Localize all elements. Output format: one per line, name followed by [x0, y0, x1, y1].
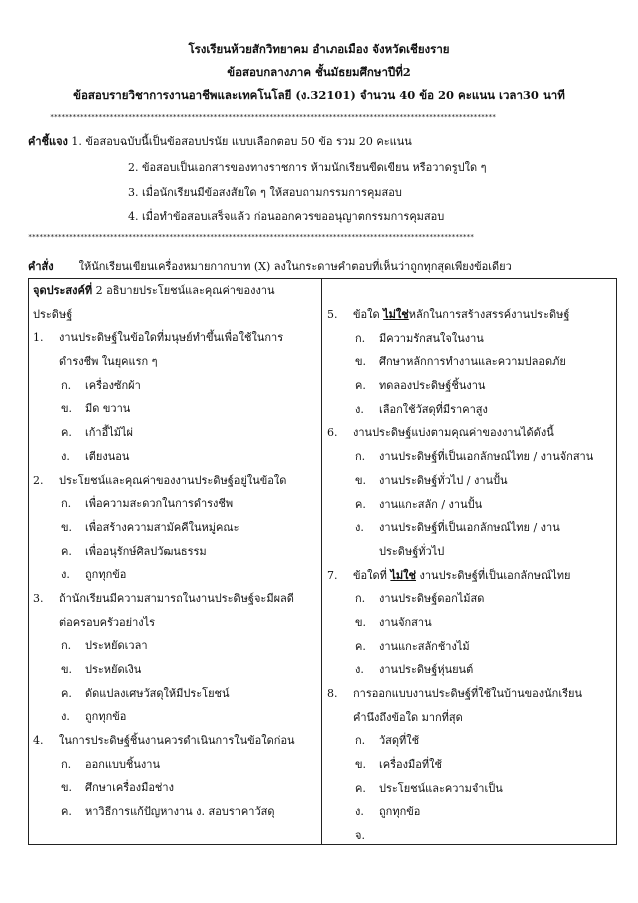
question-text-pre: ข้อใดที่: [353, 568, 391, 582]
choice-letter: ข.: [355, 355, 367, 369]
objective-text: [33, 279, 275, 303]
objective-text-2: ประดิษฐ์: [33, 307, 73, 321]
separator-top: ************************************************************************************************************************: [50, 113, 496, 121]
choice-item: [325, 350, 615, 374]
question-number: 5.: [327, 308, 338, 321]
choice-item: [31, 492, 319, 516]
question-text-pre: การออกแบบงานประดิษฐ์ที่ใช้ในบ้านของนักเรียน: [353, 687, 582, 700]
question-number: 3.: [33, 591, 44, 605]
choice-item: [31, 540, 319, 564]
choice-letter: ข.: [355, 758, 367, 772]
choice-text: ประโยชน์และความจำเป็น: [379, 781, 503, 795]
choice-item: [325, 611, 615, 635]
objective-line-2: [31, 303, 319, 327]
choice-text: เครื่องซักผ้า: [85, 378, 141, 392]
question-continuation: [325, 706, 615, 730]
question-text: ดำรงชีพ ในยุคแรก ๆ: [59, 355, 158, 369]
question-3-line: [31, 611, 319, 635]
choice-text: งานแกะสลัก / งานปั้น: [379, 497, 483, 511]
choice-item: [325, 729, 615, 753]
choice-letter: ง.: [61, 449, 70, 463]
instructions-label: คำชี้แจง: [28, 135, 68, 148]
question-6-line: [325, 421, 615, 445]
order-text: ให้นักเรียนเขียนเครื่องหมายกากบาท (X) ลงในกระดาษคำตอบที่เห็นว่าถูกทุกสุดเพียงข้อเดียว: [78, 260, 512, 273]
choice-text: ดัดแปลงเศษวัสดุให้มีประโยชน์: [85, 686, 230, 700]
question-text-post: งานประดิษฐ์ที่เป็นเอกลักษณ์ไทย: [416, 568, 571, 582]
question-emphasis: ไม่ใช่: [383, 308, 409, 321]
choice-text: งานแกะสลักช้างไม้: [379, 639, 470, 653]
choice-item: [31, 776, 319, 800]
choice-letter: ง.: [355, 521, 364, 535]
choice-text: ถูกทุกข้อ: [85, 710, 127, 724]
right-column: [325, 303, 615, 848]
choice-letter: ข.: [61, 663, 73, 676]
choice-text: เพื่อความสะดวกในการดำรงชีพ: [85, 497, 234, 511]
question-number: 1.: [33, 331, 44, 345]
choice-letter: ก.: [61, 497, 72, 511]
choice-item: [325, 658, 615, 682]
choice-item: [31, 705, 319, 729]
choice-item: [31, 445, 319, 469]
choice-item: [31, 800, 319, 824]
choice-item: [31, 397, 319, 421]
choice-item: [31, 421, 319, 445]
question-text-pre: งานประดิษฐ์แบ่งตามคุณค่าของงานได้ดังนี้: [353, 426, 554, 440]
choice-letter: ง.: [61, 568, 70, 582]
choice-item: [325, 635, 615, 659]
choice-text: ศึกษาหลักการทำงานและความปลอดภัย: [379, 355, 566, 369]
choice-item: [31, 753, 319, 777]
question-number: 2.: [33, 473, 44, 487]
choice-text: เตียงนอน: [85, 449, 130, 463]
choice-text: งานประดิษฐ์หุ่นยนต์: [379, 663, 474, 677]
choice-text: ประดิษฐ์ทั่วไป: [379, 544, 445, 558]
choice-letter: ก.: [61, 378, 72, 392]
instruction-2: 2. ข้อสอบเป็นเอกสารของทางราชการ ห้ามนักเรียนขีดเขียน หรือวาดรูปใด ๆ: [128, 161, 487, 174]
question-text: [353, 564, 570, 588]
choice-item: [325, 753, 615, 777]
choice-item: [325, 469, 615, 493]
question-text-pre: ข้อใด: [353, 308, 384, 321]
choice-text: ประหยัดเวลา: [85, 639, 148, 653]
question-number: 4.: [33, 734, 44, 748]
choice-item: [31, 516, 319, 540]
question-text: ต่อครอบครัวอย่างไร: [59, 615, 156, 629]
choice-text: หาวิธีการแก้ปัญหางาน ง. สอบราคาวัสดุ: [85, 805, 275, 819]
choice-item: [325, 800, 615, 824]
choice-item: [325, 777, 615, 801]
choice-letter: ง.: [355, 805, 364, 819]
order-label: คำสั่ง: [28, 260, 54, 273]
question-emphasis: ไม่ใช่: [390, 568, 417, 582]
choice-item: [31, 374, 319, 398]
choice-letter: ค.: [355, 639, 366, 653]
choice-letter: จ.: [355, 829, 365, 843]
choice-text: ทดลองประดิษฐ์ชิ้นงาน: [379, 379, 486, 393]
choice-text: ออกแบบชิ้นงาน: [85, 757, 160, 771]
question-1-line: [31, 326, 319, 350]
choice-item: [31, 658, 319, 682]
question-number: 8.: [327, 687, 338, 700]
choice-text: ประหยัดเงิน: [85, 663, 142, 676]
question-number: 6.: [327, 426, 338, 440]
choice-item: [325, 587, 615, 611]
choice-text: ถูกทุกข้อ: [85, 568, 127, 582]
instruction-1-text: 1. ข้อสอบฉบับนี้เป็นข้อสอบปรนัย แบบเลือกตอบ 50 ข้อ รวม 20 คะแนน: [71, 135, 412, 148]
choice-item: [31, 563, 319, 587]
choice-text: มีด ขวาน: [85, 402, 131, 416]
choice-text: ศึกษาเครื่องมือช่าง: [85, 781, 174, 795]
choice-item: [325, 398, 615, 422]
choice-letter: ข.: [61, 520, 73, 534]
choice-text: งานจักสาน: [379, 615, 432, 629]
choice-text: เพื่ออนุรักษ์ศิลปวัฒนธรรม: [85, 544, 207, 558]
choice-letter: ค.: [355, 497, 366, 511]
choice-text: เก้าอี้ไม้ไผ่: [85, 426, 133, 440]
question-5-line: [325, 303, 615, 327]
choice-text: งานประดิษฐ์ทั่วไป / งานปั้น: [379, 473, 508, 487]
choice-letter: ก.: [355, 450, 366, 464]
choice-text: เครื่องมือที่ใช้: [379, 758, 442, 772]
choice-letter: ข.: [61, 781, 73, 795]
choice-letter: ข.: [355, 473, 367, 487]
choice-text: วัสดุที่ใช้: [379, 734, 420, 748]
question-text: [353, 421, 554, 445]
choice-text: งานประดิษฐ์ดอกไม้สด: [379, 592, 485, 606]
choice-letter: ค.: [355, 379, 366, 393]
choice-item: [31, 682, 319, 706]
question-text: งานประดิษฐ์ในข้อใดที่มนุษย์ทำขึ้นเพื่อใช้ในการ: [59, 331, 284, 345]
choice-item: [31, 634, 319, 658]
question-number: 7.: [327, 568, 338, 582]
question-1-line: [31, 350, 319, 374]
separator-bottom: ************************************************************************************************************************: [28, 233, 474, 241]
order-line: [28, 255, 512, 279]
choice-item: [325, 493, 615, 517]
instruction-4: 4. เมื่อทำข้อสอบเสร็จแล้ว ก่อนออกควรขออนุญาตกรรมการคุมสอบ: [128, 210, 445, 223]
choice-letter: ก.: [61, 639, 72, 653]
choice-text: เพื่อสร้างความสามัคคีในหมู่คณะ: [85, 520, 240, 534]
choice-letter: ค.: [61, 544, 72, 558]
choice-text: เลือกใช้วัสดุที่มีราคาสูง: [379, 402, 488, 416]
choice-continuation: [325, 540, 615, 564]
question-text: [353, 303, 569, 327]
choice-item: [325, 374, 615, 398]
question-4-line: [31, 729, 319, 753]
choice-letter: ง.: [61, 710, 70, 724]
instruction-1: [28, 128, 618, 156]
choice-letter: ง.: [355, 402, 364, 416]
choice-letter: ก.: [61, 757, 72, 771]
question-text: ประโยชน์และคุณค่าของงานประดิษฐ์อยู่ในข้อใด: [59, 473, 287, 487]
choice-text: งานประดิษฐ์ที่เป็นเอกลักษณ์ไทย / งาน: [379, 521, 560, 535]
question-7-line: [325, 564, 615, 588]
question-text: ถ้านักเรียนมีความสามารถในงานประดิษฐ์จะมีผลดี: [59, 591, 294, 605]
choice-letter: ข.: [355, 615, 367, 629]
questions-box: [28, 278, 617, 845]
choice-letter: ค.: [61, 686, 72, 700]
choice-letter: ง.: [355, 663, 364, 677]
choice-text: งานประดิษฐ์ที่เป็นเอกลักษณ์ไทย / งานจักสาน: [379, 450, 594, 464]
choice-letter: ก.: [355, 331, 366, 345]
choice-item: [325, 824, 615, 848]
question-text: ในการประดิษฐ์ชิ้นงานควรดำเนินการในข้อใดก่อน: [59, 734, 295, 748]
choice-letter: ก.: [355, 734, 366, 748]
exam-title: ข้อสอบกลางภาค ชั้นมัธยมศึกษาปีที่2: [227, 65, 411, 79]
question-8-line: [325, 682, 615, 706]
choice-item: [325, 516, 615, 540]
objective-text-1: 2 อธิบายประโยชน์และคุณค่าของงาน: [92, 284, 275, 297]
column-divider: [321, 279, 322, 844]
choice-letter: ค.: [61, 426, 72, 440]
choice-item: [325, 327, 615, 351]
question-text-post: หลักในการสร้างสรรค์งานประดิษฐ์: [408, 308, 570, 321]
choice-text: มีความรักสนใจในงาน: [379, 331, 484, 345]
school-name: โรงเรียนห้วยสักวิทยาคม อำเภอเมือง จังหวัดเชียงราย: [188, 42, 450, 56]
choice-letter: ค.: [61, 805, 72, 819]
objective-line-1: [31, 279, 319, 303]
question-2-line: [31, 469, 319, 493]
choice-item: [325, 445, 615, 469]
instruction-3: 3. เมื่อนักเรียนมีข้อสงสัยใด ๆ ให้สอบถามกรรมการคุมสอบ: [128, 186, 402, 199]
left-column: [31, 279, 319, 824]
choice-letter: ค.: [355, 781, 366, 795]
question-3-line: [31, 587, 319, 611]
choice-text: ถูกทุกข้อ: [379, 805, 421, 819]
subject-line: ข้อสอบรายวิชาการงานอาชีพและเทคโนโลยี (ง.32101) จำนวน 40 ข้อ 20 คะแนน เวลา30 นาที: [73, 88, 565, 102]
question-text: [353, 682, 582, 706]
choice-letter: ข.: [61, 402, 73, 416]
question-text: คำนึงถึงข้อใด มากที่สุด: [353, 710, 463, 724]
choice-letter: ก.: [355, 592, 366, 606]
objective-label: จุดประสงค์ที่: [33, 284, 93, 297]
